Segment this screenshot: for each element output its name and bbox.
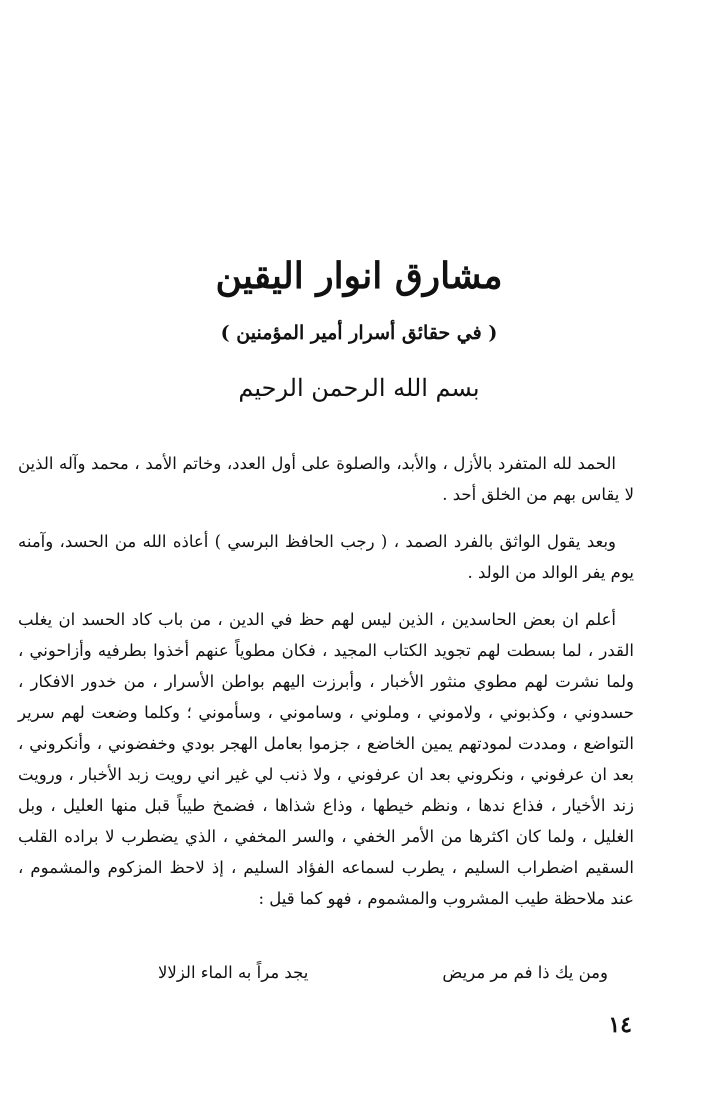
paragraph-author-intro: وبعد يقول الواثق بالفرد الصمد ، ( رجب الحافظ البرسي ) أعاذه الله من الحسد، وآمنه يوم يفر الوالد من الولد . [18, 532, 634, 582]
verse-second-hemistich: يجد مراً به الماء الزلالا [158, 963, 309, 982]
book-title: مشارق انوار اليقين [215, 255, 503, 297]
basmala: بسم الله الرحمن الرحيم [238, 374, 480, 402]
verse-first-hemistich: ومن يك ذا فم مر مريض [442, 963, 608, 982]
page-number: ١٤ [608, 1012, 632, 1038]
body-text [18, 448, 634, 931]
book-subtitle: ( في حقائق أسرار أمير المؤمنين ) [220, 322, 498, 344]
paragraph-main: أعلم ان بعض الحاسدين ، الذين ليس لهم حظ في الدين ، من باب كاد الحسد ان يغلب القدر ، لما بسطت لهم تجويد الكتاب المجيد ، فكان مطوياً عنهم أخذوا بطرفيه وأزاحوني ، ولما نشرت لهم مطوي منثور الأخبار ، وأبرزت اليهم بواطن الأسرار ، من خدور الافكار ، حسدوني ، وكذبوني ، ولاموني ، وملوني ، وساموني ، وسأموني ؛ وكلما وضعت لهم سرير التواضع ، ومددت لمودتهم يمين الخاضع ، جزموا بعامل الهجر بودي وخفضوني ، وأنكروني ، بعد ان عرفوني ، ونكروني بعد ان عرفوني ، ولا ذنب لي غير اني رويت زبد الأخبار ، ورويت زند الأخيار ، فذاع ندها ، ونظم خيطها ، وذاع شذاها ، فضمخ طيباً قبل منها العليل ، وبل الغليل ، ولما كان اكثرها من الأمر الخفي ، والسر المخفي ، الذي يضطرب لا براده القلب السقيم اضطراب السليم ، يطرب لسماعه الفؤاد السليم ، إذ لاحظ المزكوم والمشموم ، عند ملاحظة طيب المشروب والمشموم ، فهو كما قيل : [18, 610, 634, 908]
poetry-verse [158, 957, 608, 988]
paragraph-praise: الحمد لله المتفرد بالأزل ، والأبد، والصلوة على أول العدد، وخاتم الأمد ، محمد وآله الذين لا يقاس بهم من الخلق أحد . [18, 454, 634, 504]
